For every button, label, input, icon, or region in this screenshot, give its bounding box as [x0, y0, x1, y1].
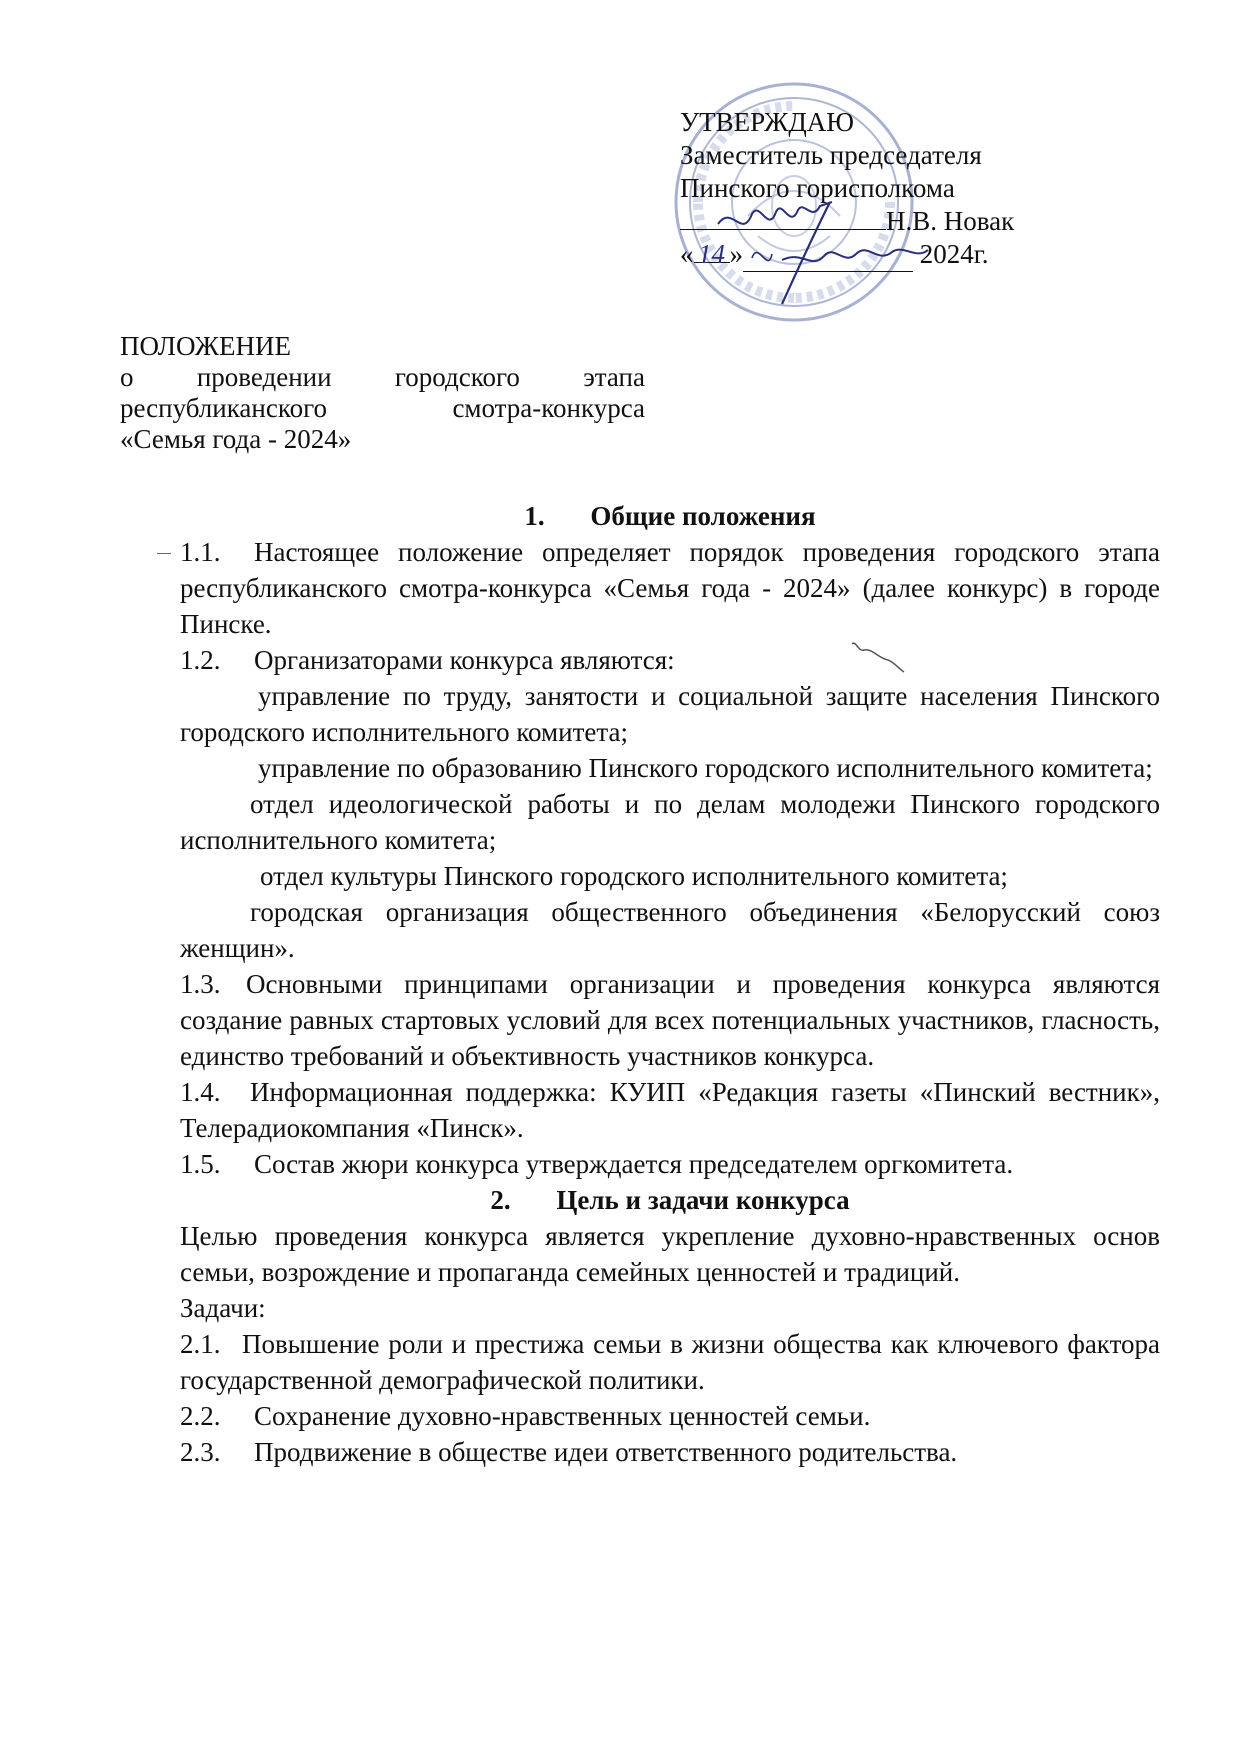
organizer-item: отдел идеологической работы и по делам молодежи Пинского городского исполнительного комитета; [180, 789, 1160, 855]
clause-number: 1.3. [180, 969, 221, 999]
task-text: Сохранение духовно-нравственных ценностей семьи. [254, 1401, 871, 1431]
clause-text: Организаторами конкурса являются: [254, 645, 675, 675]
document-body [180, 498, 1160, 1470]
section1-heading [180, 498, 1160, 534]
clause-1-4 [180, 1074, 1160, 1146]
handwritten-signature [712, 200, 932, 310]
title-line1: о проведении городского этапа [120, 362, 645, 392]
approval-heading: УТВЕРЖДАЮ [680, 107, 855, 137]
task-2-1 [180, 1326, 1160, 1398]
clause-number: 1.2. [180, 645, 221, 675]
task-text: Продвижение в обществе идеи ответственного родительства. [254, 1437, 958, 1467]
clause-1-5 [180, 1146, 1160, 1182]
clause-text: Состав жюри конкурса утверждается председателем оргкомитета. [254, 1149, 1014, 1179]
approver-position-line2: Пинского горисполкома [680, 173, 955, 203]
margin-mark [157, 553, 171, 554]
section2-number: 2. [490, 1185, 511, 1215]
document-title-block [120, 331, 645, 455]
section1-title: Общие положения [590, 501, 816, 531]
task-number: 2.1. [180, 1329, 221, 1359]
task-2-2 [180, 1398, 1160, 1434]
signer-name: Н.В. Новак [886, 206, 1015, 236]
section1-number: 1. [524, 501, 545, 531]
goal-paragraph: Целью проведения конкурса является укрепление духовно-нравственных основ семьи, возрождение и пропаганда семейных ценностей и традиций. [180, 1221, 1160, 1287]
task-2-3 [180, 1434, 1160, 1470]
tasks-label: Задачи: [180, 1293, 266, 1323]
organizer-item: управление по образованию Пинского городского исполнительного комитета; [258, 753, 1153, 783]
date-close-quote: » [729, 239, 743, 269]
approver-position-line1: Заместитель председателя [680, 140, 982, 170]
clause-1-3 [180, 966, 1160, 1074]
clause-number: 1.1. [180, 537, 221, 567]
clause-1-2 [180, 642, 1160, 678]
date-open-quote: « [680, 239, 694, 269]
clause-number: 1.5. [180, 1149, 221, 1179]
title-line2: республиканского смотра-конкурса [120, 393, 645, 423]
task-text: Повышение роли и престижа семьи в жизни общества как ключевого фактора государственной демографической политики. [180, 1329, 1160, 1395]
organizer-item: городская организация общественного объединения «Белорусский союз женщин». [180, 897, 1160, 963]
clause-text: Основными принципами организации и проведения конкурса являются создание равных стартовых условий для всех потенциальных участников, гласность, единство требований и объективность участников конкурса. [180, 969, 1160, 1071]
organizer-item: отдел культуры Пинского городского исполнительного комитета; [260, 861, 1008, 891]
task-number: 2.2. [180, 1401, 221, 1431]
section2-heading [180, 1182, 1160, 1218]
organizer-item: управление по труду, занятости и социальной защите населения Пинского городского исполнительного комитета; [180, 681, 1160, 747]
clause-text: Настоящее положение определяет порядок проведения городского этапа республиканского смотра-конкурса «Семья года - 2024» (далее конкурс) в городе Пинске. [180, 537, 1160, 639]
title-line3: «Семья года - 2024» [120, 424, 352, 454]
section2-title: Цель и задачи конкурса [556, 1185, 850, 1215]
date-year: 2024г. [919, 239, 989, 269]
task-number: 2.3. [180, 1437, 221, 1467]
document-type: ПОЛОЖЕНИЕ [120, 331, 291, 361]
clause-text: Информационная поддержка: КУИП «Редакция газеты «Пинский вестник», Телерадиокомпания «Пинск». [180, 1077, 1160, 1143]
date-day: 14 [694, 238, 730, 263]
clause-1-1 [180, 534, 1160, 642]
clause-number: 1.4. [180, 1077, 221, 1107]
